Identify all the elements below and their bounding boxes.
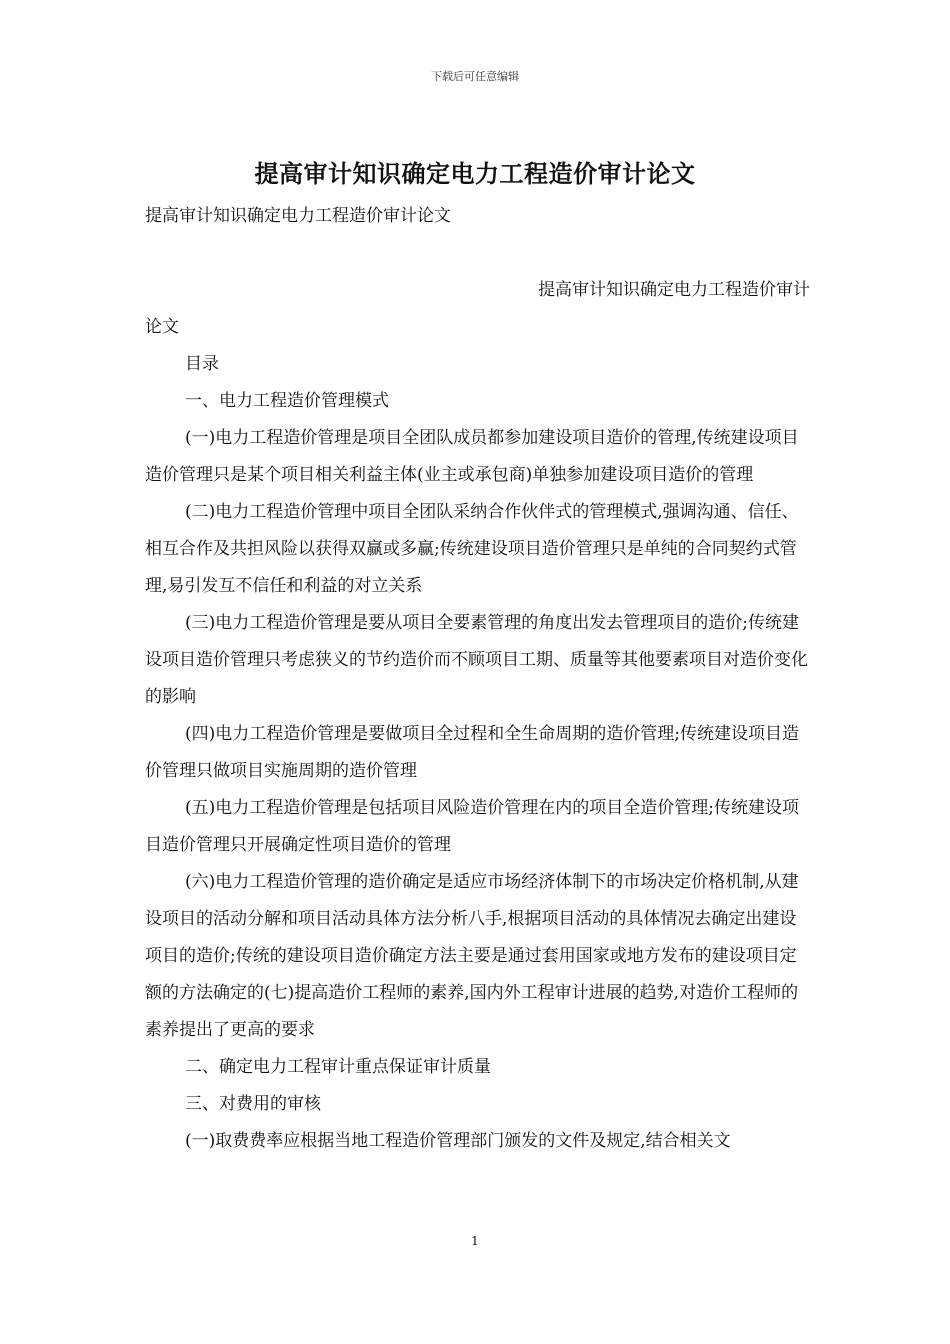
paragraph: 二、确定电力工程审计重点保证审计质量 — [185, 1057, 491, 1077]
paragraph: (一)取费费率应根据当地工程造价管理部门颁发的文件及规定,结合相关文 — [185, 1131, 731, 1151]
paragraph: (二)电力工程造价管理中项目全团队采纳合作伙伴式的管理模式,强调沟通、信任、相互合作及共担风险以获得双赢或多赢;传统建设项目造价管理只是单纯的合同契约式管理,易引发互不信任和利益的对立关系 — [145, 502, 799, 596]
document-title: 提高审计知识确定电力工程造价审计论文 — [254, 159, 696, 188]
right-aligned-title-continuation: 论文 — [145, 317, 179, 337]
toc-label: 目录 — [185, 354, 219, 374]
paragraph: 一、电力工程造价管理模式 — [185, 391, 389, 411]
page-header: 下载后可任意编辑 — [431, 70, 519, 83]
right-aligned-title: 提高审计知识确定电力工程造价审计 — [538, 280, 810, 300]
page-number: 1 — [471, 1234, 479, 1248]
paragraph: (四)电力工程造价管理是要做项目全过程和全生命周期的造价管理;传统建设项目造价管理只做项目实施周期的造价管理 — [145, 724, 799, 781]
paragraph: 三、对费用的审核 — [185, 1094, 321, 1114]
paragraph: (五)电力工程造价管理是包括项目风险造价管理在内的项目全造价管理;传统建设项目造价管理只开展确定性项目造价的管理 — [145, 798, 799, 855]
spacer — [145, 235, 810, 272]
paragraph: (三)电力工程造价管理是要从项目全要素管理的角度出发去管理项目的造价;传统建设项目造价管理只考虑狭义的节约造价而不顾项目工期、质量等其他要素项目对造价变化的影响 — [145, 613, 808, 707]
paragraph: (六)电力工程造价管理的造价确定是适应市场经济体制下的市场决定价格机制,从建设项目的活动分解和项目活动具体方法分析八手,根据项目活动的具体情况去确定出建设项目的造价;传统的建设项目造价确定方法主要是通过套用国家或地方发布的建设项目定额的方法确定的(七)提高造价工程师的素养,国内外工程审计进展的趋势,对造价工程师的素养提出了更高的要求 — [145, 872, 799, 1040]
subtitle: 提高审计知识确定电力工程造价审计论文 — [145, 206, 451, 226]
paragraph: (一)电力工程造价管理是项目全团队成员都参加建设项目造价的管理,传统建设项目造价管理只是某个项目相关利益主体(业主或承包商)单独参加建设项目造价的管理 — [145, 428, 799, 485]
document-body — [145, 198, 810, 1160]
